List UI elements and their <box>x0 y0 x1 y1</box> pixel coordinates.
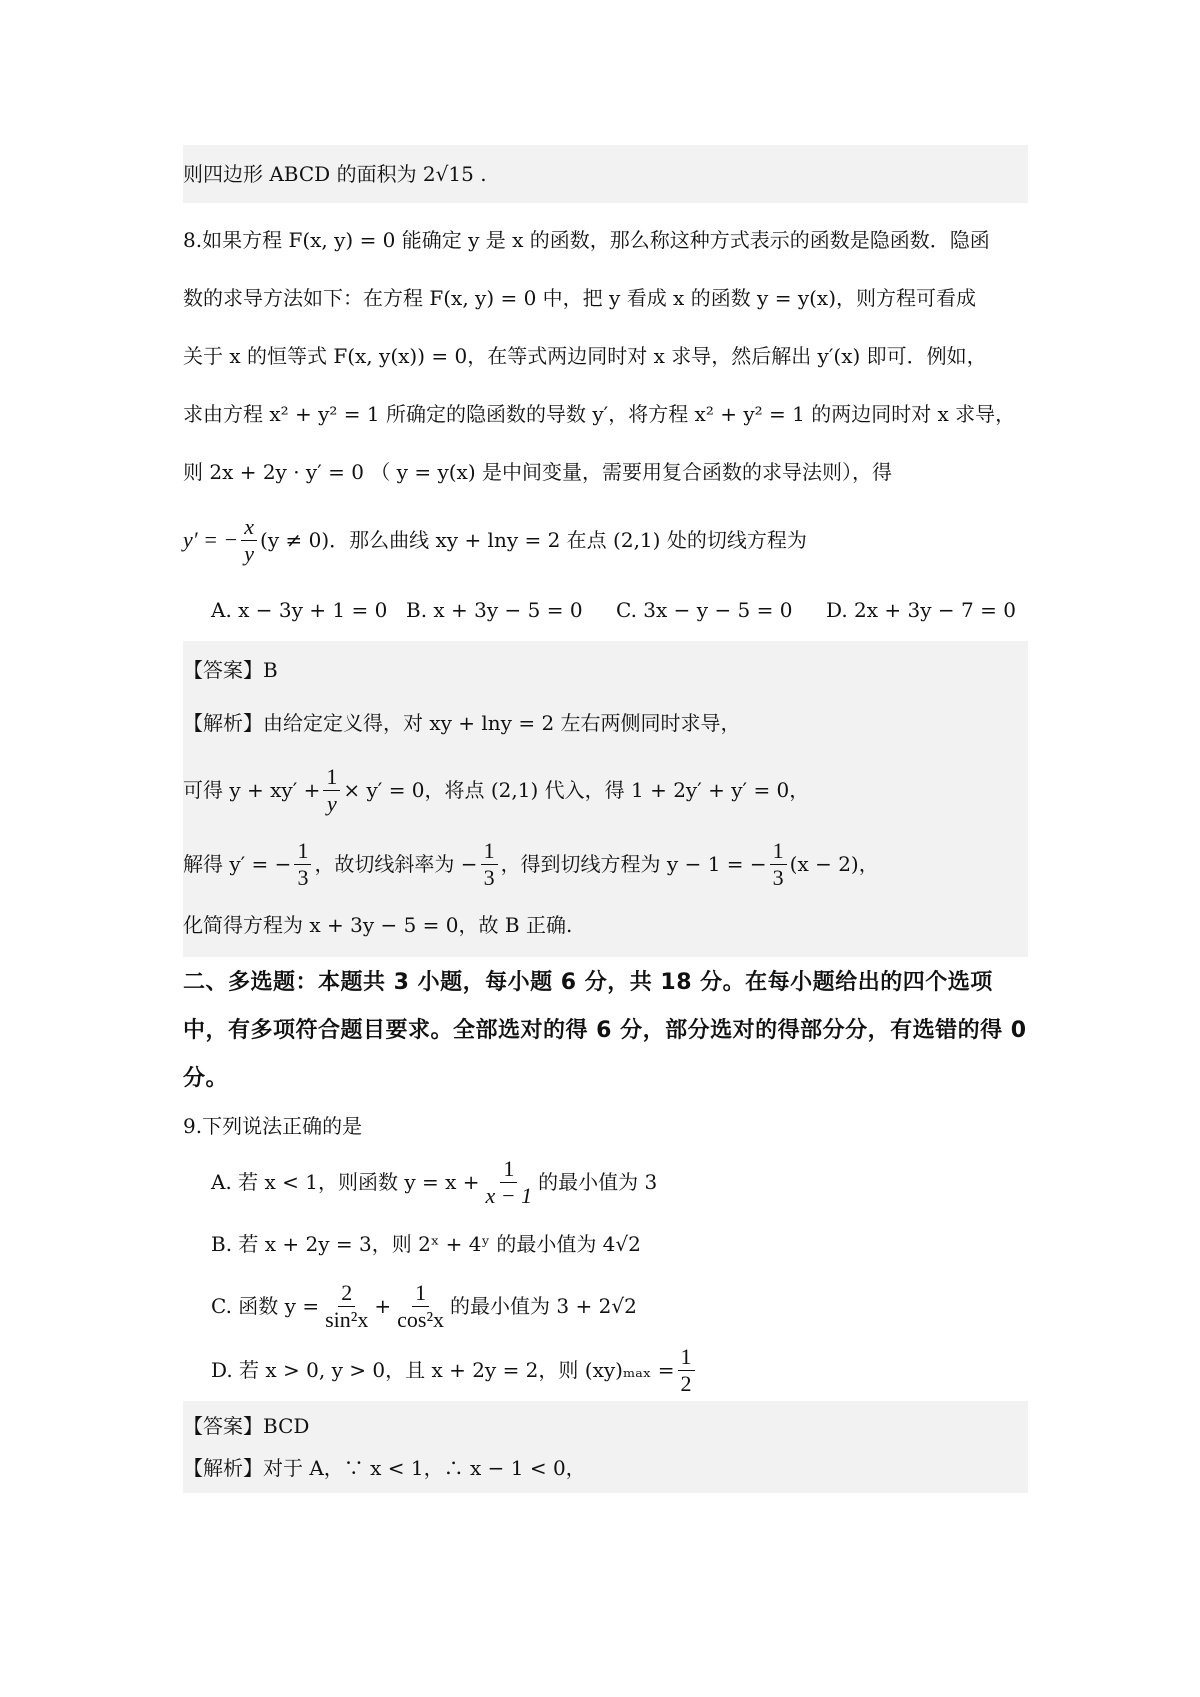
q8-answer: 【答案】B <box>183 658 278 682</box>
q9-answer: 【答案】BCD <box>183 1414 310 1438</box>
question-9 <box>183 1103 1028 1493</box>
q9-option-b: B. 若 x + 2y = 3，则 2ˣ + 4ʸ 的最小值为 4√2 <box>211 1232 641 1256</box>
q8-analysis-2-post: × y′ = 0，将点 (2,1) 代入，得 1 + 2y′ + y′ = 0， <box>343 778 810 802</box>
q8-analysis-2-num: 1 <box>323 764 340 791</box>
q8-analysis-2-den: y <box>326 790 337 816</box>
prev-question-tail-block <box>183 145 1028 203</box>
q8-analysis-3-frac-2-den: 3 <box>483 864 495 890</box>
q9-option-d-fraction <box>678 1344 695 1397</box>
q9-option-c-den-1: sin²x <box>325 1306 369 1332</box>
section-2-heading: 二、多选题：本题共 3 小题，每小题 6 分，共 18 分。在每小题给出的四个选项中，有多项符合题目要求。全部选对的得 6 分，部分选对的得部分分，有选错的得 0 分。 <box>183 970 1027 1091</box>
q9-option-a-post: 的最小值为 3 <box>538 1170 658 1194</box>
q8-option-c: C. 3x − y − 5 = 0 <box>616 598 793 622</box>
q8-line-4: 求由方程 x² + y² = 1 所确定的隐函数的导数 y′，将方程 x² + y² = 1 的两边同时对 x 求导， <box>183 402 1016 426</box>
q9-option-d-pre: D. 若 x > 0, y > 0，且 x + 2y = 2，则 (xy)ₘₐₓ = <box>211 1358 675 1382</box>
q8-line-5: 则 2x + 2y · y′ = 0 （ y = y(x) 是中间变量，需要用复合函数的求导法则），得 <box>183 460 892 484</box>
q9-option-c-num-2: 1 <box>412 1280 429 1307</box>
q8-analysis-3-frac-1-num: 1 <box>294 838 311 865</box>
q9-option-a-pre: A. 若 x < 1，则函数 y = x + <box>211 1170 480 1194</box>
q9-option-a-fraction <box>483 1156 536 1209</box>
q8-analysis-3-c: ，得到切线方程为 y − 1 = − <box>500 852 767 876</box>
q9-option-c-plus: + <box>374 1294 392 1318</box>
q8-analysis-3-a: 解得 y′ = − <box>183 852 292 876</box>
q8-option-d: D. 2x + 3y − 7 = 0 <box>826 598 1016 622</box>
q8-analysis-3 <box>183 829 1028 899</box>
q9-option-c-fraction-1 <box>322 1280 371 1333</box>
q8-analysis-2-fraction <box>323 764 340 817</box>
q9-option-c-den-2: cos²x <box>397 1306 445 1332</box>
document-page <box>183 145 1028 1493</box>
q9-analysis: 【解析】对于 A，∵ x < 1，∴ x − 1 < 0， <box>183 1456 586 1480</box>
q9-option-a-num: 1 <box>500 1156 517 1183</box>
q8-analysis-3-d: (x − 2)， <box>789 852 879 876</box>
q9-option-d <box>183 1339 1028 1401</box>
question-8 <box>183 211 1028 957</box>
q8-analysis-3-frac-1 <box>294 838 311 891</box>
q8-analysis-2-pre: 可得 y + xy′ + <box>183 778 321 802</box>
q8-options <box>183 579 1028 641</box>
q8-derivative-lhs: y′ = − <box>183 527 239 552</box>
q9-option-c <box>183 1273 1028 1339</box>
q8-line-6-rest: (y ≠ 0)．那么曲线 xy + lny = 2 在点 (2,1) 处的切线方程为 <box>260 528 807 552</box>
q8-line-2: 数的求导方法如下：在方程 F(x, y) = 0 中，把 y 看成 x 的函数 y = y(x)，则方程可看成 <box>183 286 977 310</box>
q9-option-c-pre: C. 函数 y = <box>211 1294 320 1318</box>
q9-option-d-den: 2 <box>680 1370 692 1396</box>
q9-option-d-num: 1 <box>678 1344 695 1371</box>
q8-analysis-2 <box>183 751 1028 829</box>
q8-analysis-3-frac-1-den: 3 <box>297 864 309 890</box>
q9-option-a <box>183 1149 1028 1215</box>
q8-line-6 <box>183 501 1028 579</box>
q9-option-c-fraction-2 <box>394 1280 447 1333</box>
q9-option-a-den: x − 1 <box>485 1182 533 1208</box>
q8-analysis-3-frac-3-den: 3 <box>772 864 784 890</box>
q8-fraction-den: y <box>244 540 255 566</box>
q8-option-b: B. x + 3y − 5 = 0 <box>406 598 583 622</box>
q8-analysis-3-frac-3-num: 1 <box>770 838 787 865</box>
q8-analysis-4: 化简得方程为 x + 3y − 5 = 0，故 B 正确. <box>183 913 573 937</box>
q9-option-c-post: 的最小值为 3 + 2√2 <box>450 1294 637 1318</box>
q9-solution-block <box>183 1401 1028 1493</box>
q8-analysis-3-frac-2 <box>481 838 498 891</box>
q8-solution-block <box>183 641 1028 957</box>
q8-analysis-3-frac-3 <box>770 838 787 891</box>
q8-line-1: 8.如果方程 F(x, y) = 0 能确定 y 是 x 的函数，那么称这种方式表示的函数是隐函数．隐函 <box>183 228 990 252</box>
q8-option-a: A. x − 3y + 1 = 0 <box>211 598 388 622</box>
q8-fraction-num: x <box>241 514 257 541</box>
q8-line-3: 关于 x 的恒等式 F(x, y(x)) = 0，在等式两边同时对 x 求导，然后解出 y′(x) 即可．例如， <box>183 344 987 368</box>
q8-analysis-1: 【解析】由给定定义得，对 xy + lny = 2 左右两侧同时求导， <box>183 711 741 735</box>
prev-question-tail: 则四边形 ABCD 的面积为 2√15 . <box>183 162 487 186</box>
q9-option-c-num-1: 2 <box>338 1280 355 1307</box>
q9-stem: 9.下列说法正确的是 <box>183 1114 363 1138</box>
q8-analysis-3-b: ，故切线斜率为 − <box>314 852 478 876</box>
q8-fraction <box>241 514 257 567</box>
q8-analysis-3-frac-2-num: 1 <box>481 838 498 865</box>
